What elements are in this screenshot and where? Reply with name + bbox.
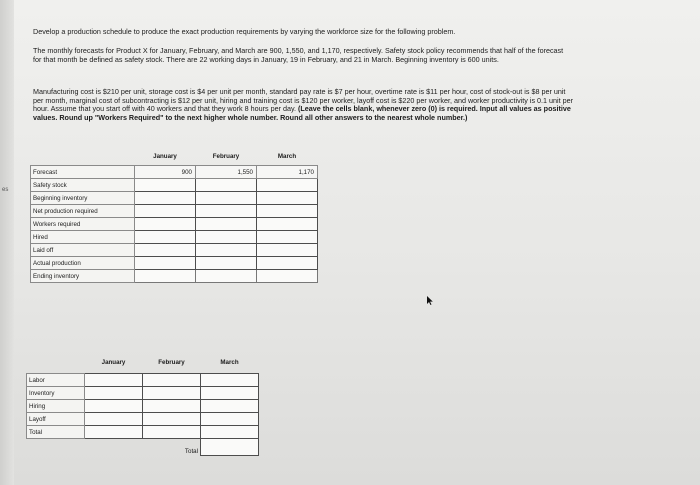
forecast-february: 1,550 — [196, 166, 257, 179]
cost-row-label-labor: Labor — [27, 374, 85, 387]
blank-cell — [85, 439, 143, 456]
input-cell[interactable] — [257, 218, 318, 231]
col-february: February — [212, 153, 240, 160]
forecast-text: The monthly forecasts for Product X for January, February, and March are 900, 1,550, and 1,170, respectively. Safety stock policy recommends that half of the forecast for that month be defined as safety stock. There are 22 working days in January, 19 in February, and 21 in March. Beginning inventory is 600 units. — [33, 46, 564, 64]
input-cell[interactable] — [257, 205, 318, 218]
cost-row-label-layoff: Layoff — [27, 413, 85, 426]
input-cell[interactable] — [143, 374, 201, 387]
input-cell[interactable] — [85, 413, 143, 426]
input-cell[interactable] — [196, 231, 257, 244]
cost-col-february: February — [158, 359, 185, 366]
input-cell[interactable] — [196, 205, 257, 218]
input-cell[interactable] — [135, 257, 196, 270]
cost-row-label-total: Total — [27, 426, 85, 439]
side-mark: es — [2, 187, 9, 193]
input-cell[interactable] — [135, 244, 196, 257]
instruction-text: (Leave the cells blank, whenever zero (0) is required. Input all values as positive values. Round up "Workers Required" to the next higher whole number. Round all other answers to the nearest whole number.) — [33, 104, 571, 122]
input-cell[interactable] — [201, 426, 259, 439]
cost-row-label-inventory: Inventory — [27, 387, 85, 400]
row-label-actual-production: Actual production — [31, 257, 135, 270]
row-label-laid-off: Laid off — [31, 244, 135, 257]
cost-table — [26, 357, 259, 456]
input-cell[interactable] — [196, 179, 257, 192]
row-label-workers-required: Workers required — [31, 218, 135, 231]
col-january: January — [153, 153, 177, 160]
blank-cell — [196, 270, 257, 283]
corner-cell — [31, 151, 135, 166]
blank-cell — [135, 270, 196, 283]
row-label-forecast: Forecast — [31, 166, 135, 179]
blank-cell — [27, 439, 85, 456]
input-cell[interactable] — [196, 192, 257, 205]
input-cell[interactable] — [257, 231, 318, 244]
input-cell[interactable] — [135, 192, 196, 205]
grand-total-input[interactable] — [201, 439, 259, 456]
input-cell[interactable] — [85, 400, 143, 413]
row-label-ending-inventory: Ending inventory — [31, 270, 135, 283]
input-cell[interactable] — [201, 387, 259, 400]
forecast-march: 1,170 — [257, 166, 318, 179]
corner-cell — [27, 357, 85, 374]
input-cell[interactable] — [135, 179, 196, 192]
cost-text — [33, 88, 573, 122]
cost-col-january: January — [101, 359, 126, 366]
input-cell[interactable] — [143, 387, 201, 400]
row-label-safety-stock: Safety stock — [31, 179, 135, 192]
input-cell[interactable] — [135, 231, 196, 244]
input-cell[interactable] — [257, 192, 318, 205]
row-label-net-production: Net production required — [31, 205, 135, 218]
input-cell[interactable] — [196, 218, 257, 231]
col-march: March — [277, 153, 297, 160]
input-cell[interactable] — [85, 374, 143, 387]
mouse-cursor-icon — [427, 296, 433, 305]
input-cell[interactable] — [143, 413, 201, 426]
intro-text: Develop a production schedule to produce the exact production requirements by varying the workforce size for the following problem. — [33, 27, 456, 36]
input-cell[interactable] — [135, 205, 196, 218]
input-cell[interactable] — [143, 426, 201, 439]
left-edge — [0, 0, 14, 485]
input-cell[interactable] — [201, 374, 259, 387]
input-cell[interactable] — [257, 179, 318, 192]
input-cell[interactable] — [201, 400, 259, 413]
input-cell[interactable] — [85, 426, 143, 439]
input-cell[interactable] — [196, 257, 257, 270]
input-cell[interactable] — [257, 257, 318, 270]
blank-cell — [257, 270, 318, 283]
grand-total-label: Total — [184, 448, 198, 455]
row-label-hired: Hired — [31, 231, 135, 244]
forecast-january: 900 — [135, 166, 196, 179]
input-cell[interactable] — [135, 218, 196, 231]
input-cell[interactable] — [143, 400, 201, 413]
input-cell[interactable] — [196, 244, 257, 257]
input-cell[interactable] — [85, 387, 143, 400]
input-cell[interactable] — [201, 413, 259, 426]
row-label-beginning-inventory: Beginning inventory — [31, 192, 135, 205]
cost-col-march: March — [220, 359, 239, 366]
cost-body: Manufacturing cost is $210 per unit, storage cost is $4 per unit per month, standard pay rate is $7 per hour, overtime rate is $11 per hour, cost of stock-out is $8 per unit per month, marginal cost of subcontracting is $12 per unit, hiring and training cost is $120 per worker, layoff cost is $220 per worker, and worker productivity is 0.1 unit per hour. Assume that you start off with 40 workers and that they work 8 hours per day. — [33, 87, 574, 114]
production-schedule-table — [30, 151, 318, 283]
input-cell[interactable] — [257, 244, 318, 257]
cost-row-label-hiring: Hiring — [27, 400, 85, 413]
